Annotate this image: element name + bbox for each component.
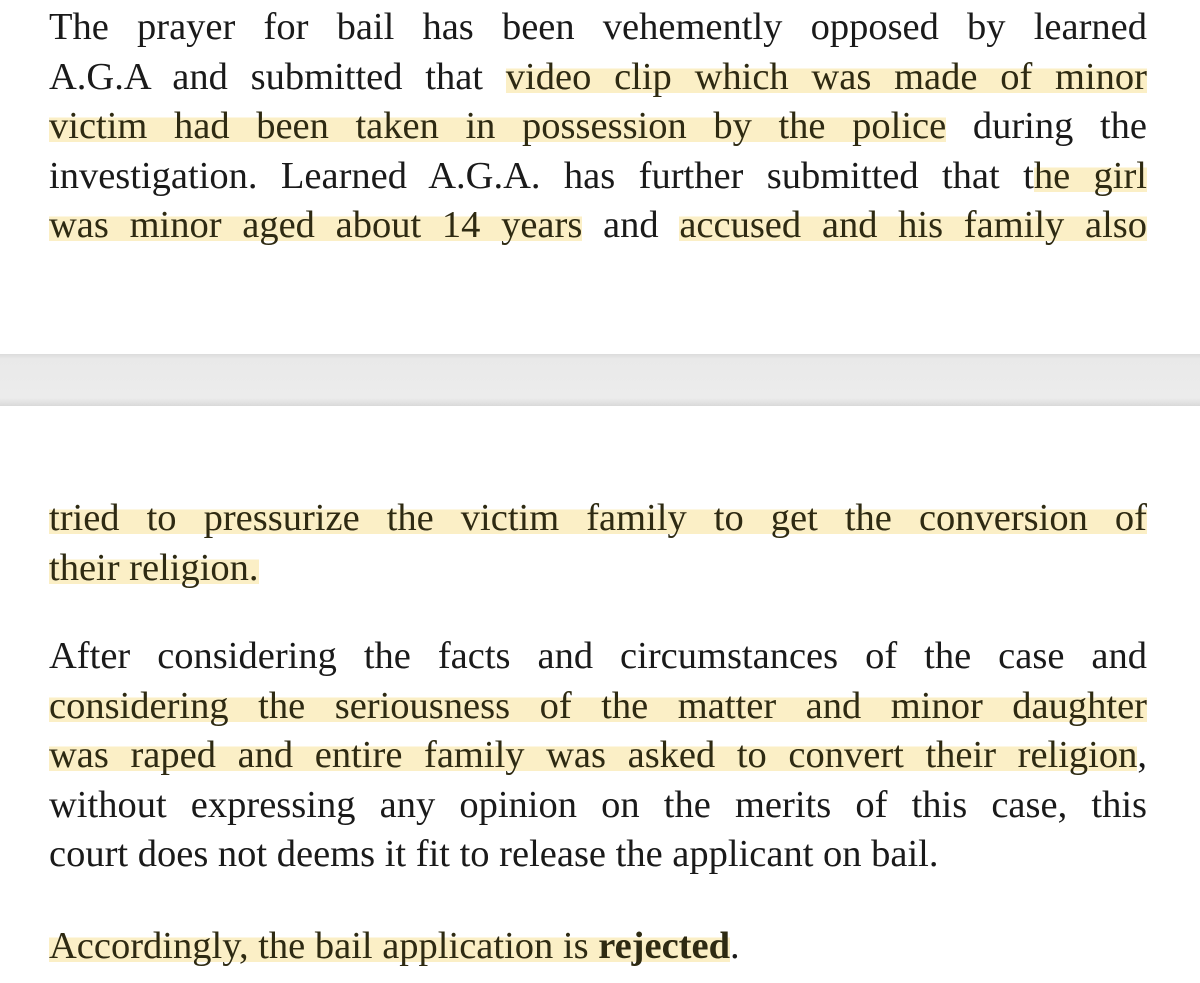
highlight: their religion. <box>49 546 259 589</box>
text-line: The prayer for bail has been vehemently opposed by learned <box>49 6 1147 48</box>
highlight: Accordingly, the bail application is rejected <box>49 925 731 967</box>
highlight: video clip which was made of minor <box>505 55 1148 98</box>
highlight: considering the seriousness of the matter and minor daughter <box>49 684 1147 727</box>
document-page-1 <box>0 0 1200 354</box>
text-line <box>49 494 1147 544</box>
text-line: without expressing any opinion on the merits of this case, this <box>49 783 1147 826</box>
highlight: was minor aged about 14 years <box>49 204 583 247</box>
page-separator <box>0 354 1200 406</box>
text-line: victim had been taken in possession by the police during the <box>49 105 1147 148</box>
highlight: was raped and entire family was asked to convert their religion <box>49 734 1138 777</box>
text-line <box>49 682 1147 732</box>
paragraph-aga-opposition <box>49 3 1147 251</box>
text-line: was raped and entire family was asked to convert their religion, <box>49 734 1147 777</box>
highlight: he girl <box>1033 154 1147 197</box>
decision-rejected: rejected <box>598 925 731 967</box>
text-line <box>49 544 1147 594</box>
paragraph-continuation <box>49 494 1147 593</box>
highlight: victim had been taken in possession by the police <box>49 105 947 148</box>
highlight: tried to pressurize the victim family to get the conversion of <box>49 497 1147 539</box>
text-line: After considering the facts and circumstances of the case and <box>49 635 1147 677</box>
text-line: Accordingly, the bail application is rejected. <box>49 925 740 967</box>
text-line: was minor aged about 14 years and accused and his family also <box>49 204 1147 247</box>
highlight: accused and his family also <box>679 204 1147 247</box>
text-line: court does not deems it fit to release the applicant on bail. <box>49 833 939 876</box>
text-line: investigation. Learned A.G.A. has further submitted that the girl <box>49 154 1147 197</box>
text-line: A.G.A and submitted that video clip which was made of minor <box>49 55 1148 98</box>
paragraph-court-consideration <box>49 632 1147 880</box>
paragraph-decision <box>49 922 1147 972</box>
